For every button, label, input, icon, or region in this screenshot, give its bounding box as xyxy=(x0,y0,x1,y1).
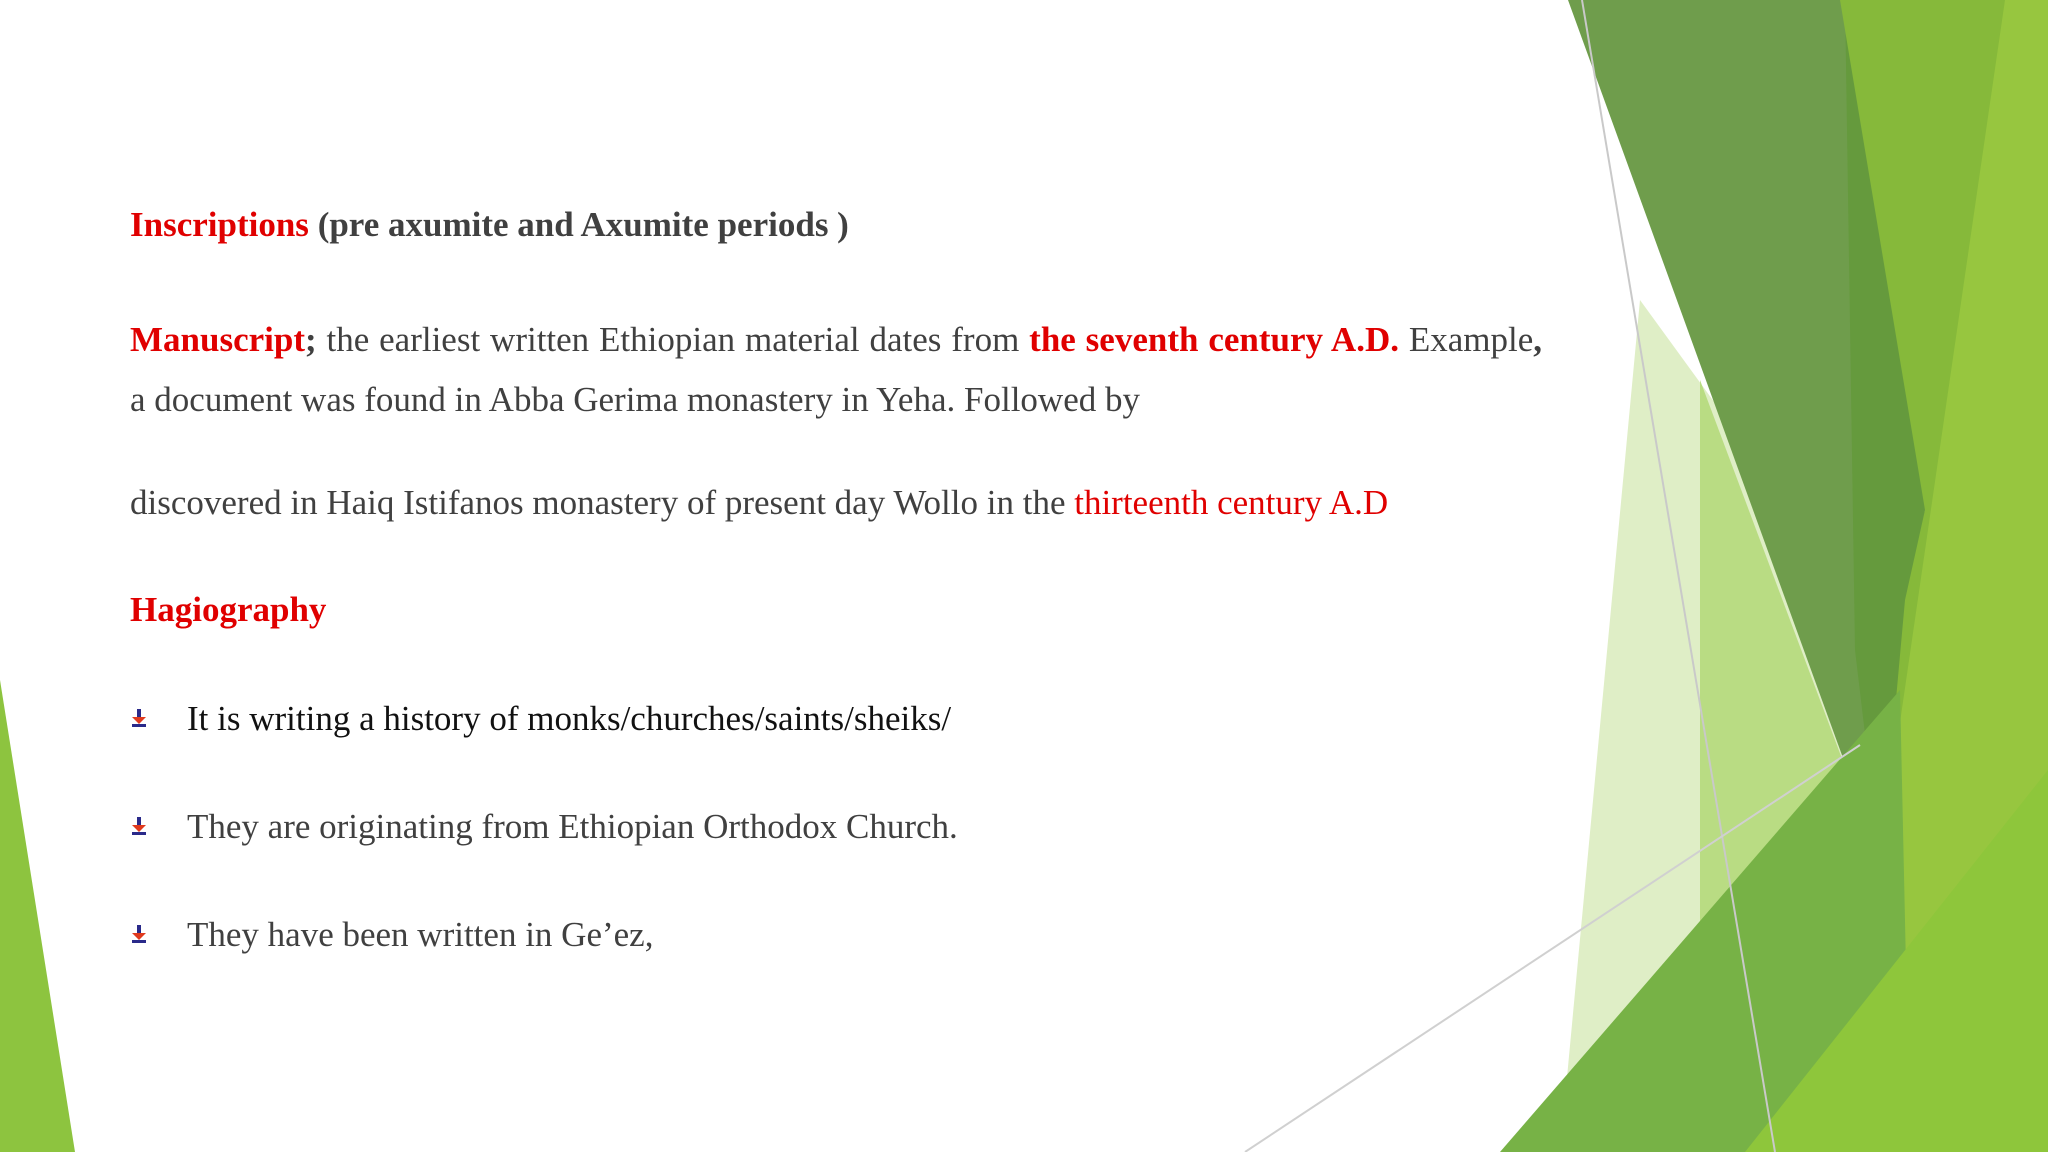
arrow-down-bullet-icon xyxy=(130,709,148,727)
manuscript-example-text: a document was found in Abba Gerima monastery in Yeha. Followed by xyxy=(130,380,1140,419)
inscriptions-periods: (pre axumite and Axumite periods ) xyxy=(308,205,849,244)
manuscript-text: the earliest written Ethiopian material dates from xyxy=(316,320,1030,359)
manuscript-highlight: the seventh century A.D. xyxy=(1029,320,1399,359)
left-green-sliver xyxy=(0,680,75,1152)
discovered-line xyxy=(130,481,1388,525)
manuscript-semicolon: ; xyxy=(305,320,317,359)
manuscript-paragraph xyxy=(130,310,1542,430)
inscriptions-line xyxy=(130,203,849,247)
arrow-down-bullet-icon xyxy=(130,925,148,943)
hagiography-heading: Hagiography xyxy=(130,590,327,629)
manuscript-label: Manuscript xyxy=(130,320,305,359)
bullet-text: They have been written in Ge’ez, xyxy=(187,915,654,954)
arrow-down-bullet-icon xyxy=(130,817,148,835)
discovered-text: discovered in Haiq Istifanos monastery of present day Wollo in the xyxy=(130,483,1075,522)
manuscript-example-word: Example xyxy=(1399,320,1534,359)
manuscript-comma: , xyxy=(1533,320,1543,359)
bullet-text: It is writing a history of monks/churches/saints/sheiks/ xyxy=(187,699,952,738)
inscriptions-label: Inscriptions xyxy=(130,205,309,244)
bullet-text: They are originating from Ethiopian Orthodox Church. xyxy=(187,807,958,846)
discovered-highlight: thirteenth century A.D xyxy=(1074,483,1389,522)
